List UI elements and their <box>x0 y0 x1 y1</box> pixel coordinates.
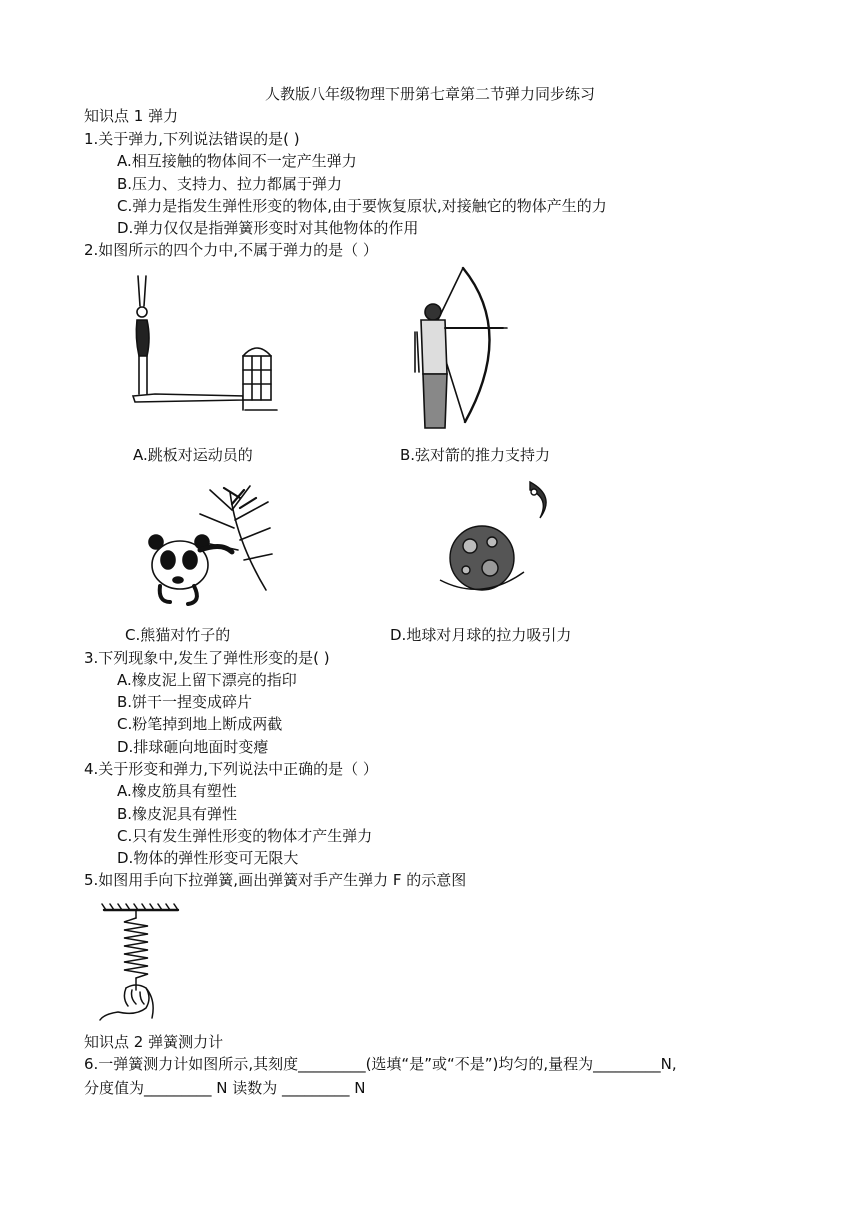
question-3-option-c: C.粉笔掉到地上断成两截 <box>117 715 283 733</box>
question-2-caption-a: A.跳板对运动员的 <box>133 446 253 464</box>
figure-spring-hand <box>96 902 186 1022</box>
figure-panda-bamboo <box>140 480 280 615</box>
question-1-option-b: B.压力、支持力、拉力都属于弹力 <box>117 175 343 193</box>
question-4-option-a: A.橡皮筋具有塑性 <box>117 782 237 800</box>
question-1-stem: 1.关于弹力,下列说法错误的是( ) <box>84 130 300 148</box>
question-2-caption-d: D.地球对月球的拉力吸引力 <box>390 626 572 644</box>
question-3-option-b: B.饼干一捏变成碎片 <box>117 693 253 711</box>
question-4-stem: 4.关于形变和弹力,下列说法中正确的是（ ） <box>84 760 378 778</box>
question-2-caption-b: B.弦对箭的推力支持力 <box>400 446 551 464</box>
section-heading-spring-scale: 知识点 2 弹簧测力计 <box>84 1033 224 1051</box>
section-heading-elastic-force: 知识点 1 弹力 <box>84 107 179 125</box>
question-3-option-d: D.排球砸向地面时变瘪 <box>117 738 269 756</box>
figure-diver-springboard <box>125 268 280 418</box>
question-1-option-d: D.弹力仅仅是指弹簧形变时对其他物体的作用 <box>117 219 419 237</box>
figure-archer-bow <box>405 262 515 430</box>
question-5-stem: 5.如图用手向下拉弹簧,画出弹簧对手产生弹力 F 的示意图 <box>84 871 467 889</box>
question-1-option-c: C.弹力是指发生弹性形变的物体,由于要恢复原状,对接触它的物体产生的力 <box>117 197 607 215</box>
question-4-option-d: D.物体的弹性形变可无限大 <box>117 849 299 867</box>
question-2-caption-c: C.熊猫对竹子的 <box>125 626 231 644</box>
question-4-option-c: C.只有发生弹性形变的物体才产生弹力 <box>117 827 373 845</box>
question-6-line-2: 分度值为_________ N 读数为 _________ N <box>84 1079 366 1097</box>
question-3-option-a: A.橡皮泥上留下漂亮的指印 <box>117 671 297 689</box>
question-3-stem: 3.下列现象中,发生了弹性形变的是( ) <box>84 649 330 667</box>
question-2-stem: 2.如图所示的四个力中,不属于弹力的是（ ） <box>84 241 378 259</box>
page-title: 人教版八年级物理下册第七章第二节弹力同步练习 <box>264 85 595 103</box>
question-1-option-a: A.相互接触的物体间不一定产生弹力 <box>117 152 357 170</box>
question-4-option-b: B.橡皮泥具有弹性 <box>117 805 238 823</box>
question-6-line-1: 6.一弹簧测力计如图所示,其刻度_________(选填“是”或“不是”)均匀的,量程为_________N, <box>84 1055 677 1073</box>
figure-earth-moon <box>430 476 560 606</box>
